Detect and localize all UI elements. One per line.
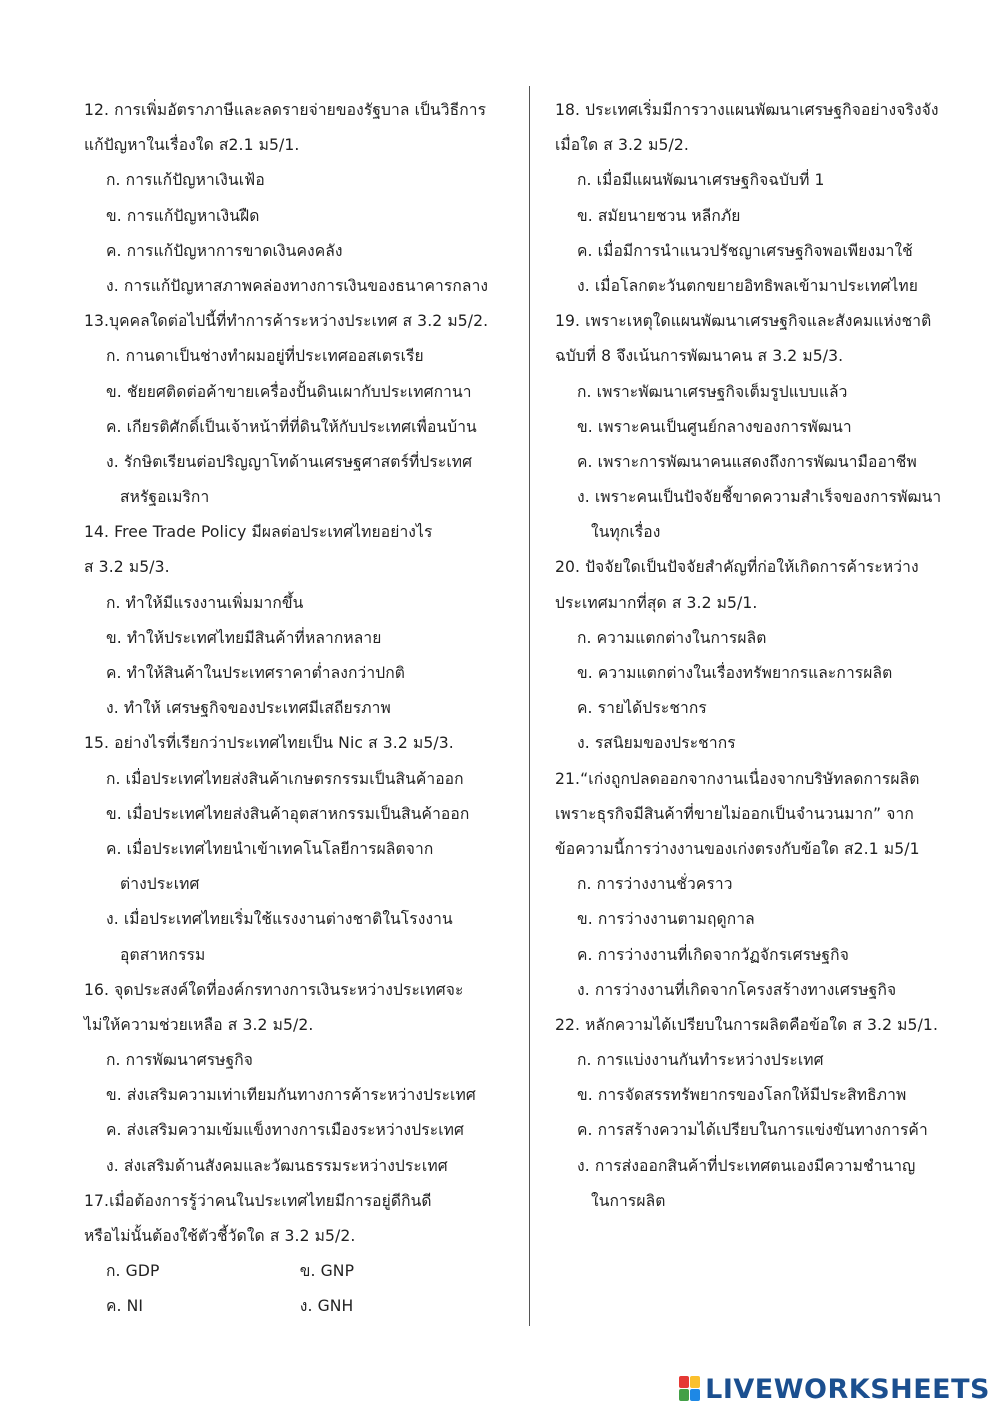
question-line: 18. ประเทศเริ่มมีการวางแผนพัฒนาเศรษฐกิจอย่างจริงจัง: [555, 101, 939, 119]
answer-continuation: อุตสาหกรรม: [120, 945, 206, 964]
answer-option: ค. NI: [106, 1297, 144, 1316]
answer-option: ค. ส่งเสริมความเข้มแข็งทางการเมืองระหว่างประเทศ: [106, 1121, 465, 1140]
answer-option: ง. GNH: [299, 1297, 354, 1316]
answer-option: ข. ทำให้ประเทศไทยมีสินค้าที่หลากหลาย: [106, 628, 382, 647]
answer-option: ก. ทำให้มีแรงงานเพิ่มมากขึ้น: [106, 593, 304, 612]
answer-continuation: สหรัฐอเมริกา: [120, 488, 210, 507]
answer-option: ง. การว่างงานที่เกิดจากโครงสร้างทางเศรษฐกิจ: [577, 980, 897, 999]
left-column: [84, 93, 514, 1325]
answer-option: ก. เมื่อมีแผนพัฒนาเศรษฐกิจฉบับที่ 1: [577, 171, 825, 190]
answer-option: ข. เมื่อประเทศไทยส่งสินค้าอุตสาหกรรมเป็นสินค้าออก: [106, 804, 470, 823]
answer-continuation: ต่างประเทศ: [120, 875, 200, 894]
question-line: แก้ปัญหาในเรื่องใด ส2.1 ม5/1.: [84, 136, 300, 155]
answer-option: ค. ทำให้สินค้าในประเทศราคาต่ำลงกว่าปกติ: [106, 664, 405, 682]
question-line: ฉบับที่ 8 จึงเน้นการพัฒนาคน ส 3.2 ม5/3.: [555, 347, 844, 366]
answer-option: ข. การจัดสรรทรัพยากรของโลกให้มีประสิทธิภาพ: [577, 1086, 907, 1105]
question-line: เมื่อใด ส 3.2 ม5/2.: [555, 136, 689, 155]
answer-option: ก. เพราะพัฒนาเศรษฐกิจเต็มรูปแบบแล้ว: [577, 382, 848, 401]
question-line: 14. Free Trade Policy มีผลต่อประเทศไทยอย่างไร: [84, 523, 433, 542]
answer-option: ข. สมัยนายชวน หลีกภัย: [577, 206, 741, 225]
answer-option: ข. ชัยยศติดต่อค้าขายเครื่องปั้นดินเผากับประเทศกานา: [106, 382, 472, 401]
answer-option: ข. การแก้ปัญหาเงินฝืด: [106, 206, 260, 225]
answer-option: ก. การแก้ปัญหาเงินเฟ้อ: [106, 171, 265, 190]
answer-continuation: ในการผลิต: [591, 1191, 666, 1210]
answer-option: ค. เกียรติศักดิ์เป็นเจ้าหน้าที่ที่ดินให้กับประเทศเพื่อนบ้าน: [106, 417, 477, 436]
question-line: 15. อย่างไรที่เรียกว่าประเทศไทยเป็น Nic ส 3.2 ม5/3.: [84, 734, 454, 753]
question-line: ส 3.2 ม5/3.: [84, 558, 170, 577]
answer-option: ก. ความแตกต่างในการผลิต: [577, 628, 767, 647]
answer-option: ค. เพราะการพัฒนาคนแสดงถึงการพัฒนามืออาชีพ: [577, 452, 917, 471]
question-line: 17.เมื่อต้องการรู้ว่าคนในประเทศไทยมีการอยู่ดีกินดี: [84, 1191, 432, 1210]
answer-option: ข. ส่งเสริมความเท่าเทียมกันทางการค้าระหว่างประเทศ: [106, 1086, 476, 1105]
question-line: 21.“เก่งถูกปลดออกจากงานเนื่องจากบริษัทลดการผลิต: [555, 769, 920, 788]
answer-option: ข. เพราะคนเป็นศูนย์กลางของการพัฒนา: [577, 417, 852, 436]
answer-option: ง. การส่งออกสินค้าที่ประเทศตนเองมีความชำนาญ: [577, 1156, 916, 1175]
right-column: [555, 93, 975, 1219]
answer-option: ง. รสนิยมของประชากร: [577, 734, 736, 753]
question-line: ประเทศมากที่สุด ส 3.2 ม5/1.: [555, 593, 758, 612]
column-divider: [529, 86, 530, 1326]
question-line: หรือไม่นั้นต้องใช้ตัวชี้วัดใด ส 3.2 ม5/2.: [84, 1227, 356, 1245]
answer-option: ค. รายได้ประชากร: [577, 699, 707, 718]
answer-option: ง. เพราะคนเป็นปัจจัยชี้ขาดความสำเร็จของการพัฒนา: [577, 488, 942, 507]
answer-option-row: [84, 1289, 514, 1324]
answer-option: ก. การแบ่งงานกันทำระหว่างประเทศ: [577, 1051, 824, 1070]
answer-option: ง. เมื่อประเทศไทยเริ่มใช้แรงงานต่างชาติในโรงงาน: [106, 910, 453, 929]
answer-option: ค. การว่างงานที่เกิดจากวัฏจักรเศรษฐกิจ: [577, 945, 849, 964]
answer-option: ก. การพัฒนาศรษฐกิจ: [106, 1051, 254, 1070]
brand-name: LIVEWORKSHEETS: [705, 1373, 990, 1405]
question-line: 13.บุคคลใดต่อไปนี้ที่ทำการค้าระหว่างประเทศ ส 3.2 ม5/2.: [84, 312, 489, 331]
answer-option: ก. เมื่อประเทศไทยส่งสินค้าเกษตรกรรมเป็นสินค้าออก: [106, 769, 464, 788]
answer-option: ค. เมื่อมีการนำแนวปรัชญาเศรษฐกิจพอเพียงมาใช้: [577, 241, 913, 260]
answer-option: ข. ความแตกต่างในเรื่องทรัพยากรและการผลิต: [577, 664, 893, 682]
question-line: ไม่ให้ความช่วยเหลือ ส 3.2 ม5/2.: [84, 1015, 314, 1034]
question-line: 12. การเพิ่มอัตราภาษีและลดรายจ่ายของรัฐบาล เป็นวิธีการ: [84, 101, 487, 119]
answer-option: ง. รักษิตเรียนต่อปริญญาโทด้านเศรษฐศาสตร์ที่ประเทศ: [106, 452, 473, 471]
answer-option: ข. การว่างงานตามฤดูกาล: [577, 910, 755, 929]
answer-option: ค. เมื่อประเทศไทยนำเข้าเทคโนโลยีการผลิตจาก: [106, 839, 434, 858]
question-line: ข้อความนี้การว่างงานของเก่งตรงกับข้อใด ส2.1 ม5/1: [555, 839, 920, 858]
answer-option: ข. GNP: [299, 1262, 355, 1281]
answer-option-row: [84, 1254, 514, 1289]
question-line: 22. หลักความได้เปรียบในการผลิตคือข้อใด ส 3.2 ม5/1.: [555, 1015, 939, 1034]
answer-option: ก. GDP: [106, 1262, 160, 1281]
answer-option: ง. ส่งเสริมด้านสังคมและวัฒนธรรมระหว่างประเทศ: [106, 1156, 448, 1175]
answer-option: ง. ทำให้ เศรษฐกิจของประเทศมีเสถียรภาพ: [106, 699, 391, 718]
answer-option: ง. การแก้ปัญหาสภาพคล่องทางการเงินของธนาคารกลาง: [106, 276, 489, 295]
question-line: 16. จุดประสงค์ใดที่องค์กรทางการเงินระหว่างประเทศจะ: [84, 980, 464, 999]
answer-option: ง. เมื่อโลกตะวันตกขยายอิทธิพลเข้ามาประเทศไทย: [577, 276, 919, 295]
question-line: 19. เพราะเหตุใดแผนพัฒนาเศรษฐกิจและสังคมแห่งชาติ: [555, 312, 932, 331]
answer-continuation: ในทุกเรื่อง: [591, 523, 661, 542]
answer-option: ก. กานดาเป็นช่างทำผมอยู่ที่ประเทศออสเตรเรีย: [106, 347, 424, 366]
question-line: เพราะธุรกิจมีสินค้าที่ขายไม่ออกเป็นจำนวนมาก” จาก: [555, 804, 914, 823]
question-line: 20. ปัจจัยใดเป็นปัจจัยสำคัญที่ก่อให้เกิดการค้าระหว่าง: [555, 558, 919, 577]
answer-option: ค. การแก้ปัญหาการขาดเงินคงคลัง: [106, 241, 343, 260]
liveworksheets-logo-icon: [679, 1376, 701, 1402]
answer-option: ค. การสร้างความได้เปรียบในการแข่งขันทางการค้า: [577, 1121, 928, 1140]
answer-option: ก. การว่างงานชั่วคราว: [577, 875, 733, 894]
liveworksheets-brand[interactable]: [679, 1371, 990, 1407]
